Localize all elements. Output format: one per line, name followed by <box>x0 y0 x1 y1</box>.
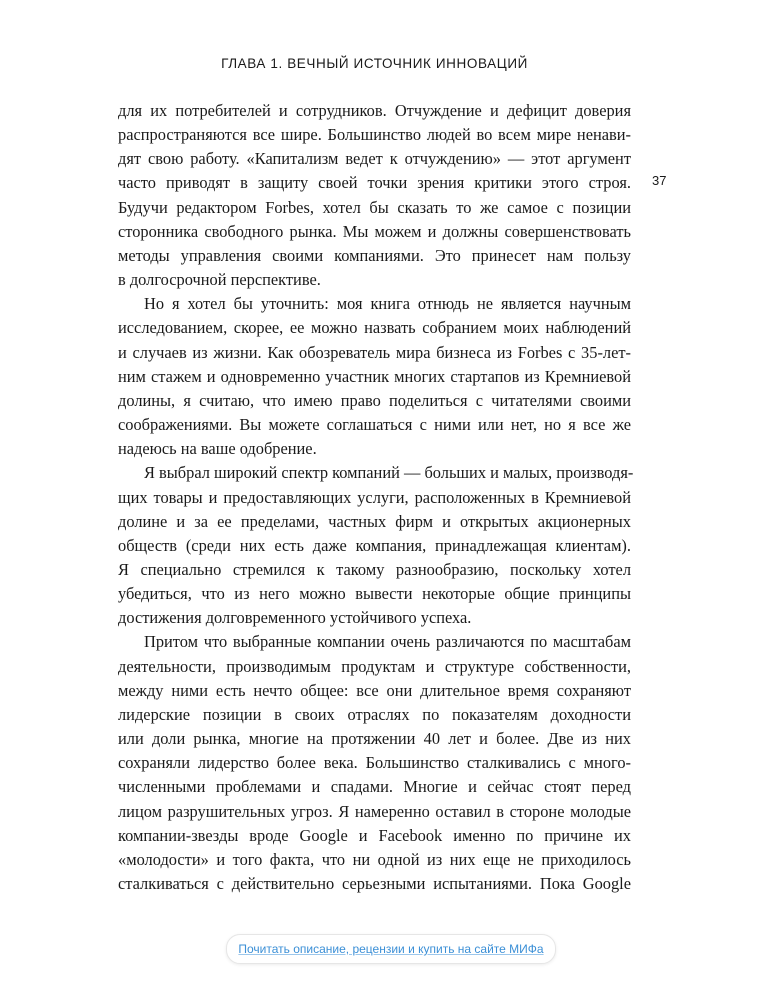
text-line: между ними есть нечто общее: все они длительное время сохраняют <box>118 680 631 700</box>
text-line: долины, я считаю, что имею право поделиться с читателями своими <box>118 390 631 410</box>
text-line: и случаев из жизни. Как обозреватель мира бизнеса из Forbes с 35-лет- <box>118 342 631 362</box>
paragraph-1 <box>118 99 631 292</box>
text-line: методы управления своими компаниями. Это принесет нам пользу <box>118 245 631 265</box>
page-number: 37 <box>652 173 667 188</box>
text-line: ним стажем и одновременно участник многих стартапов из Кремниевой <box>118 366 631 386</box>
text-line: численными проблемами и спадами. Многие и сейчас стоят перед <box>118 777 631 797</box>
text-line: Я выбрал широкий спектр компаний — больших и малых, производя- <box>144 463 634 483</box>
text-line: Но я хотел бы уточнить: моя книга отнюдь не является научным <box>144 294 631 314</box>
body-text <box>118 99 634 896</box>
text-line: деятельности, производимым продуктам и структуре собственности, <box>118 656 631 676</box>
text-line: Будучи редактором Forbes, хотел бы сказать то же самое с позиции <box>118 197 631 217</box>
text-line: исследованием, скорее, ее можно назвать собранием моих наблюдений <box>118 318 631 338</box>
text-line: Я специально стремился к такому разнообразию, поскольку хотел <box>118 559 631 579</box>
text-line: сталкиваться с действительно серьезными испытаниями. Пока Google <box>118 874 631 893</box>
text-line: долине и за ее пределами, частных фирм и открытых акционерных <box>118 511 631 531</box>
text-line: соображениями. Вы можете соглашаться с ними или нет, но я все же <box>118 415 631 435</box>
text-line: лидерские позиции в своих отраслях по показателям доходности <box>118 704 631 724</box>
text-line: сторонника свободного рынка. Мы можем и должны совершенствовать <box>118 221 631 241</box>
text-line: достижения долговременного устойчивого успеха. <box>118 608 472 628</box>
text-line: «молодости» и того факта, что ни одной из них еще не приходилось <box>118 849 631 869</box>
paragraph-4 <box>118 630 631 896</box>
paragraph-3 <box>118 461 634 630</box>
text-line: убедиться, что из него можно вывести некоторые общие принципы <box>118 584 631 604</box>
paragraph-2 <box>118 292 631 461</box>
text-line: распространяются все шире. Большинство людей во всем мире ненави- <box>118 125 631 145</box>
text-line: часто приводят в защиту своей точки зрения критики этого строя. <box>118 173 631 193</box>
text-line: в долгосрочной перспективе. <box>118 270 321 290</box>
text-line: обществ (среди них есть даже компания, принадлежащая клиентам). <box>118 535 631 555</box>
text-line: компании-звезды вроде Google и Facebook именно по причине их <box>118 825 631 845</box>
footer-link-pill[interactable] <box>226 934 556 964</box>
text-line: или доли рынка, многие на протяжении 40 лет и более. Две из них <box>118 729 631 749</box>
text-line: лицом разрушительных угроз. Я намеренно оставил в стороне молодые <box>118 801 631 821</box>
running-head: ГЛАВА 1. ВЕЧНЫЙ ИСТОЧНИК ИННОВАЦИЙ <box>221 56 528 71</box>
text-line: дят свою работу. «Капитализм ведет к отчуждению» — этот аргумент <box>118 149 631 169</box>
text-line: сохраняли лидерство более века. Большинство сталкивались с много- <box>118 753 631 773</box>
buy-on-mif-link[interactable]: Почитать описание, рецензии и купить на сайте МИФа <box>238 942 544 956</box>
text-line: щих товары и предоставляющих услуги, расположенных в Кремниевой <box>118 487 631 507</box>
text-line: Притом что выбранные компании очень различаются по масштабам <box>144 632 631 652</box>
text-line: для их потребителей и сотрудников. Отчуждение и дефицит доверия <box>118 101 631 120</box>
text-line: надеюсь на ваше одобрение. <box>118 439 317 459</box>
